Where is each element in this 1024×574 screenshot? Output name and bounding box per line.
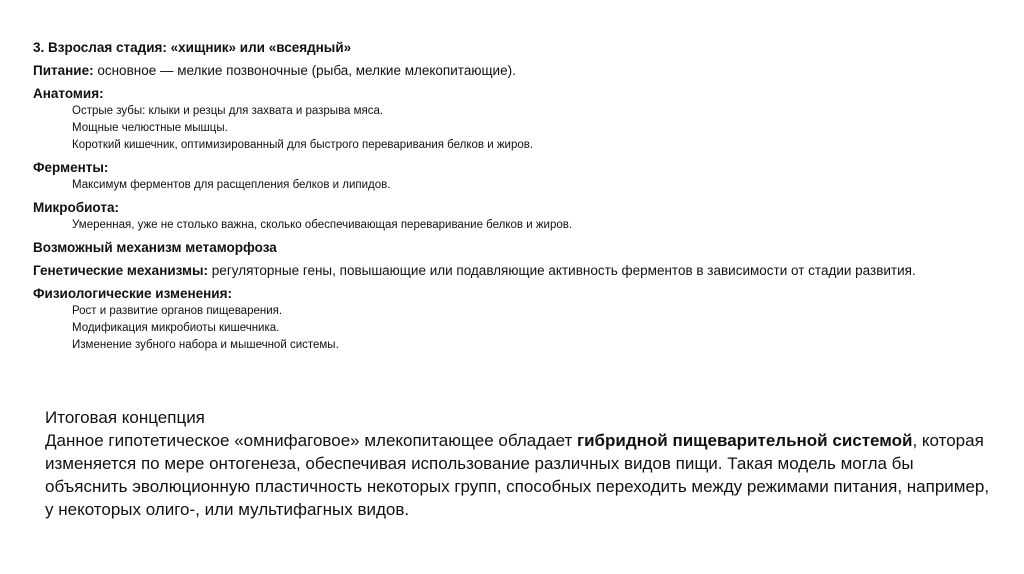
physiological-item: Изменение зубного набора и мышечной системы.: [72, 339, 339, 351]
summary-paragraph: [45, 429, 995, 521]
physiological-label: Физиологические изменения:: [33, 286, 232, 301]
adult-stage-section: [33, 38, 1008, 354]
anatomy-item: Мощные челюстные мышцы.: [72, 122, 228, 134]
enzymes-item: Максимум ферментов для расщепления белков и липидов.: [72, 179, 391, 191]
physiological-item: Рост и развитие органов пищеварения.: [72, 305, 283, 317]
genetic-line: [33, 261, 1008, 280]
genetic-text: регуляторные гены, повышающие или подавляющие активность ферментов в зависимости от стадии развития.: [208, 263, 916, 278]
mechanism-title: Возможный механизм метаморфоза: [33, 240, 277, 255]
physiological-item: Модификация микробиоты кишечника.: [72, 322, 280, 334]
nutrition-label: Питание:: [33, 63, 94, 78]
summary-text-after: , которая изменяется по мере онтогенеза, обеспечивая использование различных видов пищи. Такая модель могла бы объяснить эволюционную пластичность некоторых групп, способных переходить между режимами питания, например, у некоторых олиго-, или мультифагных видов.: [45, 431, 990, 519]
summary-text-before: Данное гипотетическое «омнифаговое» млекопитающее обладает: [45, 431, 577, 450]
anatomy-item: Короткий кишечник, оптимизированный для быстрого переваривания белков и жиров.: [72, 139, 534, 151]
enzymes-label: Ферменты:: [33, 160, 109, 175]
microbiota-item: Умеренная, уже не столько важна, сколько обеспечивающая переваривание белков и жиров.: [72, 219, 573, 231]
nutrition-text: основное — мелкие позвоночные (рыба, мелкие млекопитающие).: [93, 63, 516, 78]
genetic-label: Генетические механизмы:: [33, 263, 209, 278]
summary-section: [45, 406, 995, 521]
microbiota-label: Микробиота:: [33, 200, 119, 215]
anatomy-item: Острые зубы: клыки и резцы для захвата и разрыва мяса.: [72, 105, 384, 117]
stage-title: 3. Взрослая стадия: «хищник» или «всеядный»: [33, 40, 352, 55]
nutrition-line: [33, 61, 1008, 80]
summary-text-bold: гибридной пищеварительной системой: [576, 431, 913, 450]
anatomy-label: Анатомия:: [33, 86, 104, 101]
summary-title: Итоговая концепция: [45, 408, 205, 427]
